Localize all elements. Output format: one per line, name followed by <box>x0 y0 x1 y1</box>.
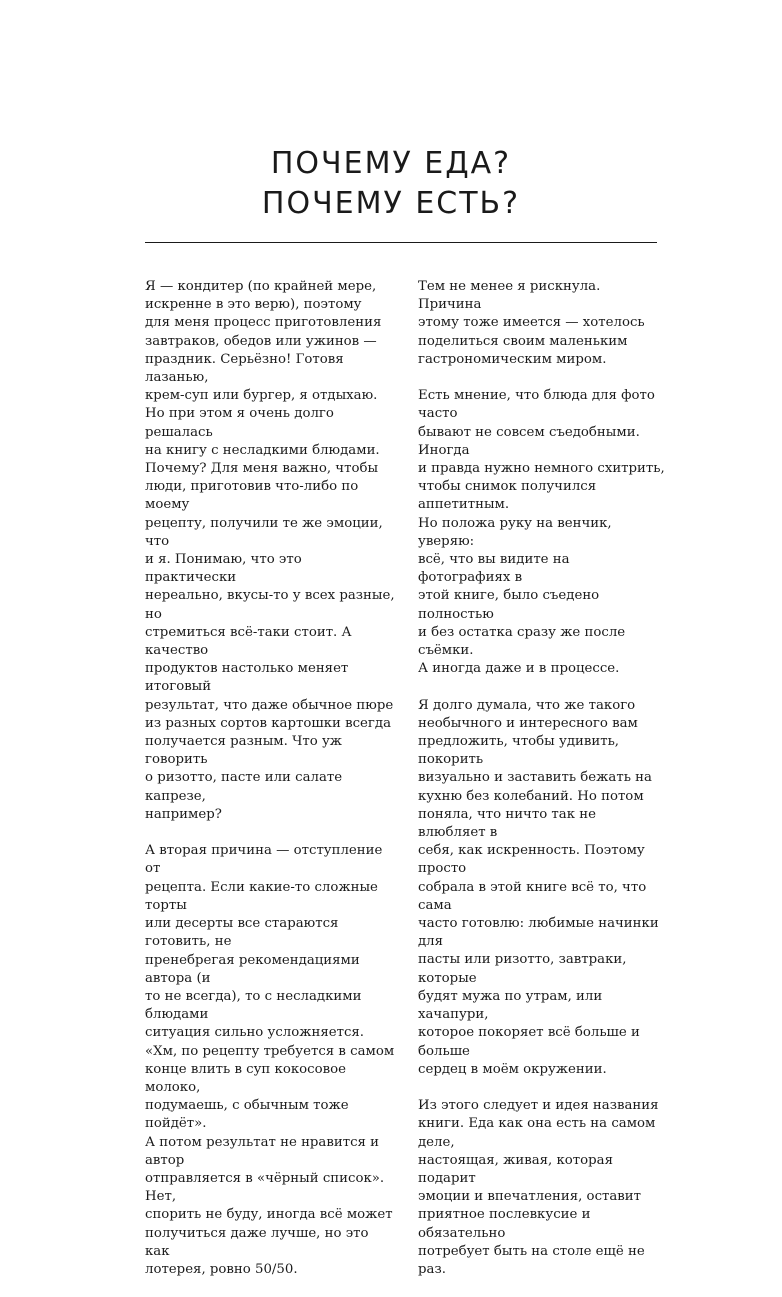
left-column <box>145 278 395 1297</box>
page-title <box>0 144 782 224</box>
title-line-2: ПОЧЕМУ ЕСТЬ? <box>261 186 521 221</box>
paragraph: Я долго думала, что же такого необычного и интересного вам предложить, чтобы удивить, покорить визуально и заставить бежать на кухню без колебаний. Но потом поняла, что ничто так не влюбляет в себя, как искренность. Поэтому просто собрала в этой книге всё то, что сама часто готовлю: любимые начинки для пасты или ризотто, завтраки, которые будят мужа по утрам, или хачапури, которое покоряет всё больше и больше сердец в моём окружении. <box>418 697 659 1077</box>
paragraph: Тем не менее я рискнула. Причина этому тоже имеется — хотелось поделиться своим маленьким гастрономическим миром. <box>418 279 645 367</box>
title-divider <box>145 242 657 243</box>
title-line-1: ПОЧЕМУ ЕДА? <box>270 146 512 181</box>
paragraph: А вторая причина — отступление от рецепта. Если какие-то сложные торты или десерты все стараются готовить, не пренебрегая рекомендациями автора (и то не всегда), то с несладкими блюдами ситуация сильно усложняется. «Хм, по рецепту требуется в самом конце влить в суп кокосовое молоко, подумаешь, с обычным тоже пойдёт». А потом результат не нравится и автор отправляется в «чёрный список». Нет, спорить не буду, иногда всё может получиться даже лучше, но это как лотерея, ровно 50/50. <box>145 843 395 1277</box>
paragraph: Я — кондитер (по крайней мере, искренне в это верю), поэтому для меня процесс приготовления завтраков, обедов или ужинов — праздник. Серьёзно! Готовя лазанью, крем-суп или бургер, я отдыхаю. Но при этом я очень долго решалась на книгу с несладкими блюдами. Почему? Для меня важно, чтобы люди, приготовив что-либо по моему рецепту, получили те же эмоции, что и я. Понимаю, что это практически нереально, вкусы-то у всех разные, но стремиться всё-таки стоит. А качество продуктов настолько меняет итоговый результат, что даже обычное пюре из разных сортов картошки всегда получается разным. Что уж говорить о ризотто, пасте или салате капрезе, например? <box>145 279 395 822</box>
right-column <box>418 278 666 1297</box>
paragraph: Из этого следует и идея названия книги. Еда как она есть на самом деле, настоящая, живая, которая подарит эмоции и впечатления, оставит приятное послевкусие и обязательно потребует быть на столе ещё не раз. <box>418 1098 659 1277</box>
paragraph: Есть мнение, что блюда для фото часто бывают не совсем съедобными. Иногда и правда нужно немного схитрить, чтобы снимок получился аппетитным. Но положа руку на венчик, уверяю: всё, что вы видите на фотографиях в этой книге, было съедено полностью и без остатка сразу же после съёмки. А иногда даже и в процессе. <box>418 388 665 677</box>
